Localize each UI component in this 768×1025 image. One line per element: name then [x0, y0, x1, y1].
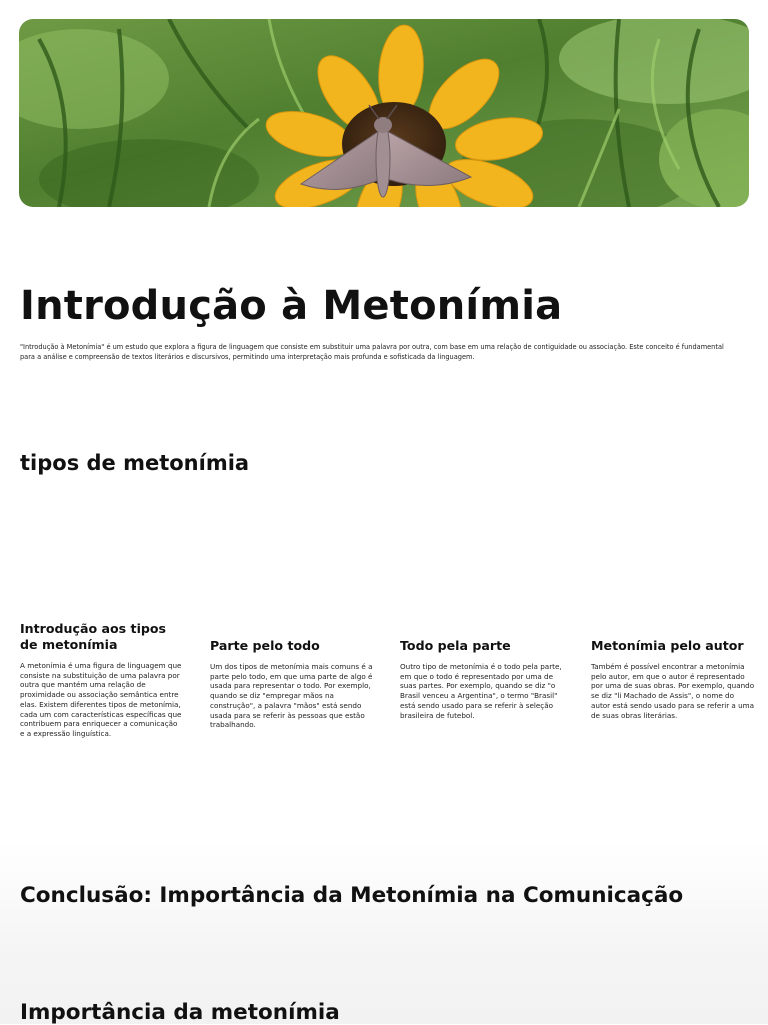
types-heading: tipos de metonímia: [20, 451, 250, 475]
card-text: Outro tipo de metonímia é o todo pela parte, em que o todo é representado por uma de suas partes. Por exemplo, quando se diz "o Brasil venceu a Argentina", o termo "Brasil" está sendo usado para se referir à seleção brasileira de futebol.: [400, 662, 562, 720]
card-parte-pelo-todo: [210, 638, 374, 730]
card-title: Parte pelo todo: [210, 638, 320, 653]
card-introducao-tipos: [20, 621, 184, 739]
importance-heading: Importância da metonímia: [20, 1000, 340, 1025]
card-todo-pela-parte: [400, 638, 564, 720]
card-metonimia-autor: [591, 638, 755, 720]
page-title: Introdução à Metonímia: [20, 283, 563, 329]
card-text: Um dos tipos de metonímia mais comuns é a parte pelo todo, em que uma parte de algo é usada para representar o todo. Por exemplo, quando se diz "empregar mãos na construção", a palavra "mãos" está sendo usada para se referir às pessoas que estão trabalhando.: [210, 662, 373, 730]
card-title: Introdução aos tipos de metonímia: [20, 621, 167, 652]
hero-image: [19, 19, 749, 207]
card-text: Também é possível encontrar a metonímia pelo autor, em que o autor é representado por uma de suas obras. Por exemplo, quando se diz "li Machado de Assis", o nome do autor está sendo usado para se referir a uma de suas obras literárias.: [591, 662, 755, 720]
card-text: A metonímia é uma figura de linguagem que consiste na substituição de uma palavra por outra que mantém uma relação de proximidade ou associação semântica entre elas. Existem diferentes tipos de metonímia, cada um com características específicas que contribuem para enriquecer a comunicação e a expressão linguística.: [20, 661, 182, 738]
card-title: Todo pela parte: [400, 638, 511, 653]
intro-paragraph: "Introdução à Metonímia" é um estudo que explora a figura de linguagem que consiste em substituir uma palavra por outra, com base em uma relação de contiguidade ou associação. Este conceito é fundamental para a análise e compreensão de textos literários e discursivos, permitindo uma interpretação mais profunda e sofisticada da linguagem.: [20, 343, 724, 361]
conclusion-heading: Conclusão: Importância da Metonímia na Comunicação: [20, 883, 684, 908]
card-title: Metonímia pelo autor: [591, 638, 744, 653]
